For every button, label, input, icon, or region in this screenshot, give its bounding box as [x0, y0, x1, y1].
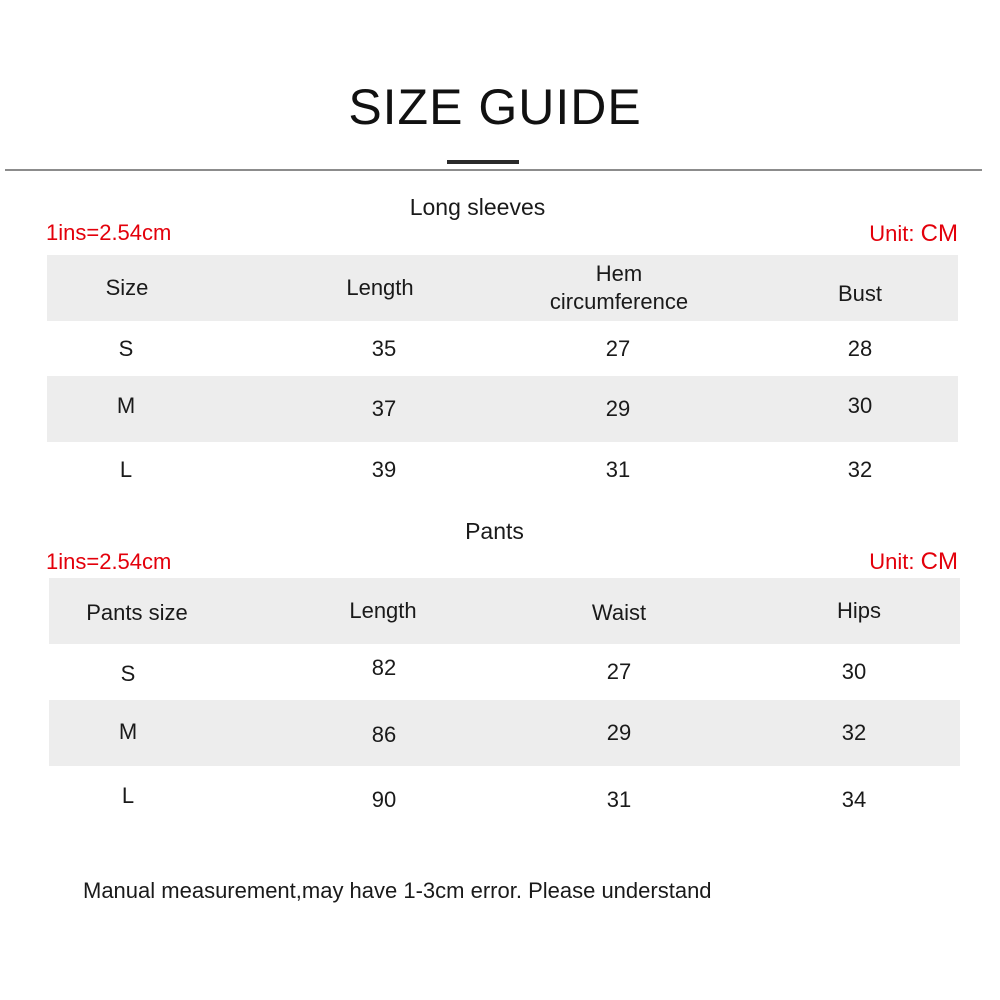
size-cell: S: [118, 335, 134, 361]
table-row: [49, 700, 960, 766]
size-cell: L: [119, 456, 133, 482]
table-header-row: [49, 578, 960, 644]
unit-value: CM: [920, 548, 958, 575]
column-header-length: Length: [349, 598, 417, 623]
bust-cell: 32: [847, 456, 873, 482]
hips-cell: 32: [841, 720, 867, 745]
length-cell: 37: [371, 396, 397, 421]
length-cell: 90: [371, 787, 397, 812]
size-cell: M: [118, 719, 138, 744]
column-header-hips: Hips: [836, 598, 882, 623]
column-header-bust: Bust: [837, 281, 883, 306]
unit-label: [869, 548, 958, 576]
column-header-size: Size: [105, 275, 149, 300]
length-cell: 82: [371, 655, 397, 680]
table-row: [49, 644, 960, 700]
table-row: [47, 376, 958, 442]
size-cell: S: [120, 661, 136, 686]
unit-label: [869, 220, 958, 248]
length-cell: 86: [371, 722, 397, 747]
unit-label-text: Unit:: [869, 549, 915, 574]
hem-circumference-cell: 27: [605, 335, 631, 361]
title-divider-accent: [447, 160, 519, 164]
table-row: [47, 442, 958, 497]
size-cell: L: [121, 783, 135, 808]
table-row: [49, 766, 960, 834]
column-header-length: Length: [346, 275, 414, 300]
unit-value: CM: [920, 220, 958, 247]
measurement-disclaimer: Manual measurement,may have 1-3cm error. Please understand: [83, 878, 712, 903]
length-cell: 35: [371, 335, 397, 361]
waist-cell: 29: [606, 720, 632, 745]
page-title: SIZE GUIDE: [348, 79, 642, 135]
hem-circumference-cell: 29: [605, 396, 631, 421]
hips-cell: 30: [841, 659, 867, 684]
column-header-pants-size: Pants size: [86, 600, 188, 625]
section-title-pants: Pants: [465, 518, 524, 544]
title-divider: [5, 169, 982, 171]
waist-cell: 31: [606, 787, 632, 812]
waist-cell: 27: [606, 659, 632, 684]
size-cell: M: [116, 393, 136, 418]
inch-conversion-note: 1ins=2.54cm: [46, 220, 172, 245]
bust-cell: 30: [847, 393, 873, 418]
column-header-waist: Waist: [591, 600, 647, 625]
column-header-hem-circumference: Hem circumference: [549, 261, 689, 314]
table-header-row: [47, 255, 958, 321]
hem-circumference-cell: 31: [605, 456, 631, 482]
table-row: [47, 321, 958, 376]
hips-cell: 34: [841, 787, 867, 812]
length-cell: 39: [371, 456, 397, 482]
section-title-long-sleeves: Long sleeves: [409, 194, 546, 220]
bust-cell: 28: [847, 335, 873, 361]
unit-label-text: Unit:: [869, 221, 915, 246]
inch-conversion-note: 1ins=2.54cm: [46, 549, 172, 574]
